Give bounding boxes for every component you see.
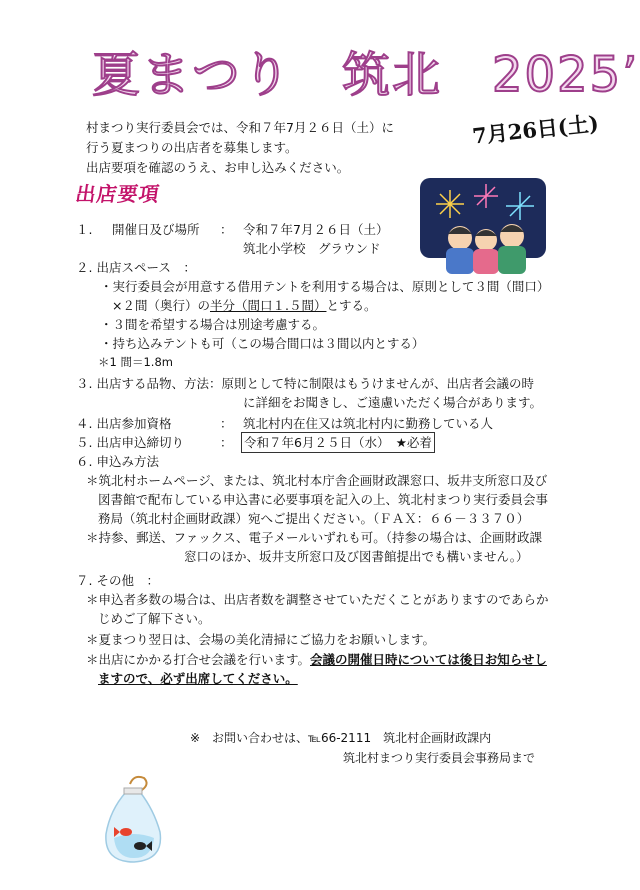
underlined-text: 半分（間口１.５間） (209, 298, 327, 313)
intro-line: 出店要項を確認のうえ、お申し込みください。 (86, 160, 350, 175)
section-1-colon: ： (220, 222, 233, 237)
section-3-line: に詳細をお聞きし、ご遠慮いただく場合があります。 (243, 395, 543, 410)
apply-line: ＊筑北村ホームページ、または、筑北村本庁舎企画財政課窓口、坂井支所窓口及び (86, 473, 548, 488)
contact-line: ※ お問い合わせは、℡66-2111 筑北村企画財政課内 (190, 731, 492, 745)
section-4-colon: ： (220, 416, 233, 431)
space-bullet: ・実行委員会が用意する借用テントを利用する場合は、原則として３間（間口） (100, 279, 550, 294)
goldfish-bag-illustration (94, 770, 172, 870)
space-bullet: ・持ち込みテントも可（この場合間口は３間以内とする） (100, 336, 425, 351)
other-line (86, 650, 547, 669)
section-2-title: ２. 出店スペース ： (76, 260, 196, 275)
apply-line: 窓口のほか、坂井支所窓口及び図書館提出でも構いません。） (184, 549, 529, 564)
section-1-label: 開催日及び場所 (112, 222, 200, 237)
space-bullet-cont (112, 296, 376, 315)
text: ×２間（奥行）の (112, 298, 210, 313)
event-date-handwritten: 7月26日(土) (471, 110, 600, 149)
other-line: ますので、必ず出席してください。 (98, 671, 298, 686)
deadline: 令和７年6月２５日（水） ★必着 (241, 432, 435, 453)
other-line: じめご了解下さい。 (98, 611, 211, 626)
contact-line: 筑北村まつり実行委員会事務局まで (343, 751, 536, 765)
other-line: ＊夏まつり翌日は、会場の美化清掃にご協力をお願いします。 (86, 632, 436, 647)
apply-line: 務局（筑北村企画財政課）宛へご提出ください。（ＦＡＸ：６６－３３７０） (98, 511, 530, 526)
section-7-title: ７. その他 ： (76, 573, 159, 588)
text: ＊出店にかかる打合せ会議を行います。 (86, 652, 311, 667)
section-4-label: ４. 出店参加資格 (76, 416, 172, 431)
section-5-colon: ： (220, 435, 233, 450)
fireworks-family-illustration (420, 178, 546, 274)
event-venue: 筑北小学校 グラウンド (243, 241, 381, 256)
text: とする。 (326, 298, 377, 313)
intro-text (86, 118, 394, 178)
event-date: 令和７年7月２６日（土） (243, 222, 389, 237)
apply-line: 図書館で配布している申込書に必要事項を記入の上、筑北村まつり実行委員会事 (98, 492, 549, 507)
space-bullet: ・３間を希望する場合は別途考慮する。 (100, 317, 326, 332)
other-line: ＊申込者多数の場合は、出店者数を調整させていただくことがありますのであらか (86, 592, 549, 607)
underlined-text: 会議の開催日時については後日お知らせし (310, 652, 547, 667)
intro-line: 村まつり実行委員会では、令和７年7月２６日（土）に (86, 120, 394, 135)
section-6-title: ６. 申込み方法 (76, 454, 159, 469)
section-1-num: １. (76, 222, 93, 237)
page-title: 夏まつり 筑北 2025’ (92, 47, 640, 103)
section-5-label: ５. 出店申込締切り (76, 435, 184, 450)
section-heading: 出店要項 (74, 182, 162, 206)
apply-line: ＊持参、郵送、ファックス、電子メールいずれも可。（持参の場合は、企画財政課 (86, 530, 543, 545)
section-3-line: ３. 出店する品物、方法：原則として特に制限はもうけませんが、出店者会議の時 (76, 376, 534, 391)
unit-note: ＊1 間＝1.8m (98, 355, 173, 369)
intro-line: 行う夏まつりの出店者を募集します。 (86, 140, 298, 155)
eligibility: 筑北村内在住又は筑北村内に勤務している人 (243, 416, 494, 431)
